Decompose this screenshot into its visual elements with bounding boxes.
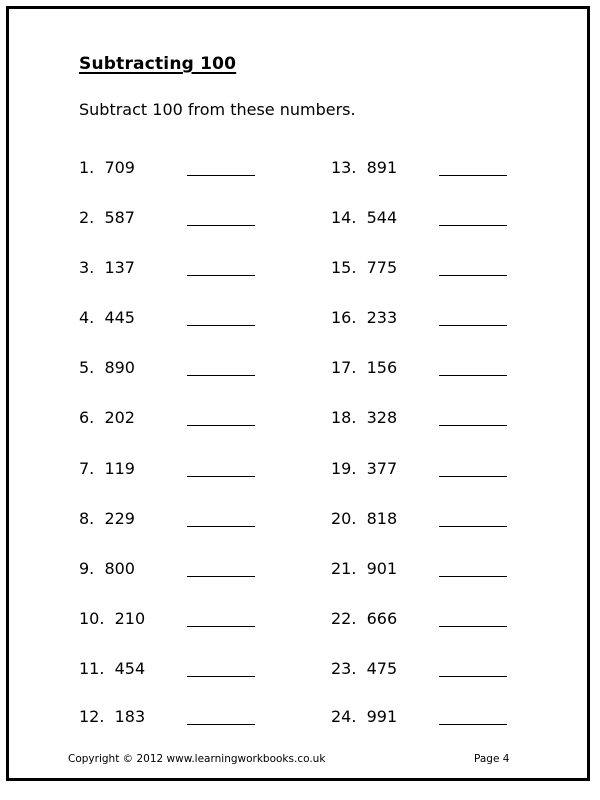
answer-blank[interactable] [187,508,255,527]
problem-number: 2. 587 [79,208,135,227]
problem-row [331,357,531,379]
answer-blank[interactable] [187,608,255,627]
problem-row [79,608,279,630]
answer-blank[interactable] [439,558,507,577]
problem-number: 15. 775 [331,258,398,277]
answer-blank[interactable] [439,658,507,677]
problem-row [331,458,531,480]
problem-row [79,157,279,179]
answer-blank[interactable] [187,157,255,176]
problem-number: 5. 890 [79,358,135,377]
problem-number: 17. 156 [331,358,398,377]
problem-row [331,207,531,229]
problem-number: 24. 991 [331,707,398,726]
problem-row [331,706,531,728]
problem-number: 22. 666 [331,609,398,628]
answer-blank[interactable] [187,207,255,226]
worksheet-instruction: Subtract 100 from these numbers. [79,100,356,119]
answer-blank[interactable] [439,357,507,376]
problem-row [79,558,279,580]
footer-copyright: Copyright © 2012 www.learningworkbooks.co.uk [68,753,326,765]
answer-blank[interactable] [439,608,507,627]
problem-number: 3. 137 [79,258,135,277]
problem-row [79,658,279,680]
answer-blank[interactable] [439,207,507,226]
answer-blank[interactable] [187,706,255,725]
problem-row [79,407,279,429]
answer-blank[interactable] [439,458,507,477]
problem-number: 11. 454 [79,659,146,678]
problem-number: 18. 328 [331,408,398,427]
problem-row [79,257,279,279]
problem-number: 16. 233 [331,308,398,327]
problem-row [79,508,279,530]
answer-blank[interactable] [187,407,255,426]
answer-blank[interactable] [187,558,255,577]
problem-number: 23. 475 [331,659,398,678]
problem-number: 4. 445 [79,308,135,327]
answer-blank[interactable] [187,257,255,276]
problem-number: 9. 800 [79,559,135,578]
problem-number: 8. 229 [79,509,135,528]
answer-blank[interactable] [439,257,507,276]
problem-row [79,458,279,480]
problem-row [79,207,279,229]
worksheet-title: Subtracting 100 [79,54,237,74]
problem-number: 6. 202 [79,408,135,427]
problem-number: 12. 183 [79,707,146,726]
problem-row [331,558,531,580]
footer-page-number: Page 4 [474,753,510,765]
answer-blank[interactable] [187,357,255,376]
problem-number: 10. 210 [79,609,146,628]
problem-row [79,307,279,329]
problem-row [79,706,279,728]
problem-row [331,608,531,630]
answer-blank[interactable] [187,307,255,326]
problem-number: 13. 891 [331,158,398,177]
problem-row [79,357,279,379]
problem-row [331,407,531,429]
answer-blank[interactable] [439,508,507,527]
problem-row [331,157,531,179]
problem-number: 1. 709 [79,158,135,177]
answer-blank[interactable] [439,407,507,426]
problem-number: 21. 901 [331,559,398,578]
problem-number: 7. 119 [79,459,135,478]
answer-blank[interactable] [187,658,255,677]
problem-number: 19. 377 [331,459,398,478]
problem-row [331,257,531,279]
answer-blank[interactable] [439,307,507,326]
problem-row [331,658,531,680]
problem-row [331,508,531,530]
problem-number: 20. 818 [331,509,398,528]
answer-blank[interactable] [439,157,507,176]
answer-blank[interactable] [187,458,255,477]
problem-number: 14. 544 [331,208,398,227]
answer-blank[interactable] [439,706,507,725]
problem-row [331,307,531,329]
